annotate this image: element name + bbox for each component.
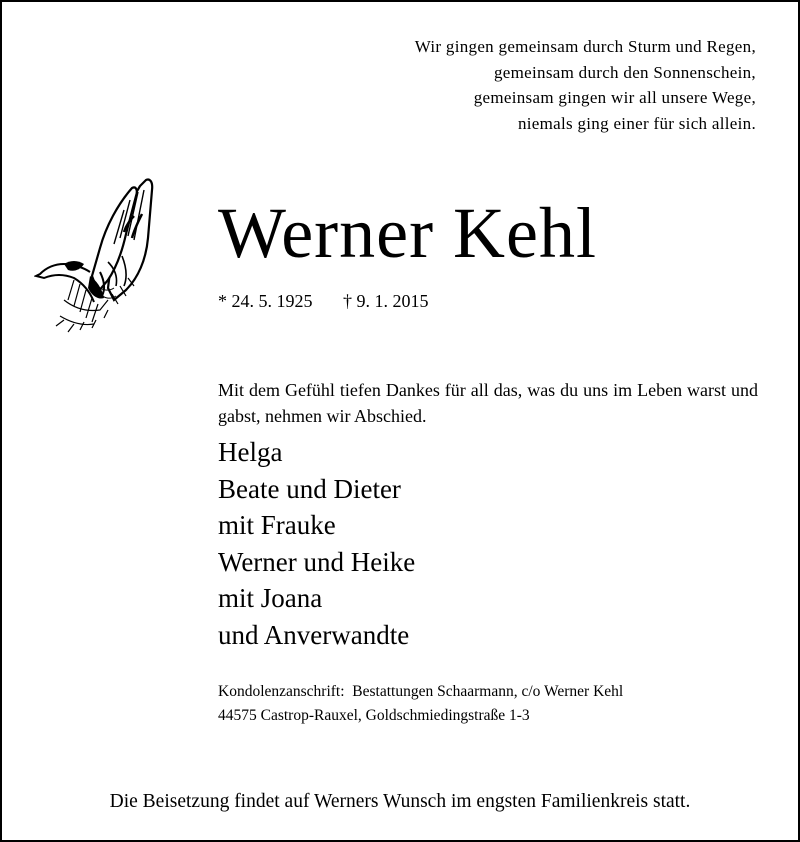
birth-date: * 24. 5. 1925	[218, 291, 313, 311]
family-member: Werner und Heike	[218, 546, 416, 577]
praying-hands-icon	[34, 176, 162, 336]
poem-line: gemeinsam gingen wir all unsere Wege,	[473, 88, 756, 107]
farewell-message: Mit dem Gefühl tiefen Dankes für all das, was du uns im Leben warst und gabst, nehmen wir Abschied.	[218, 380, 758, 426]
poem-line: gemeinsam durch den Sonnenschein,	[493, 62, 756, 82]
condolence-address	[218, 680, 623, 728]
poem	[415, 34, 756, 136]
poem-line: Wir gingen gemeinsam durch Sturm und Regen,	[414, 37, 756, 56]
family-member: mit Frauke	[218, 510, 336, 540]
deceased-name: Werner Kehl	[218, 193, 598, 273]
poem-line: niemals ging einer für sich allein.	[517, 113, 756, 133]
life-dates	[218, 288, 429, 314]
family-member: mit Joana	[218, 583, 323, 613]
address-line: Kondolenzanschrift: Bestattungen Schaarmann, c/o Werner Kehl	[218, 683, 624, 700]
family-member: Beate und Dieter	[218, 473, 401, 504]
family-list	[218, 434, 415, 653]
death-date: † 9. 1. 2015	[343, 291, 429, 311]
family-member: und Anverwandte	[218, 619, 410, 650]
family-member: Helga	[218, 437, 283, 467]
address-line: 44575 Castrop-Rauxel, Goldschmiedingstraße 1-3	[218, 707, 530, 724]
burial-note: Die Beisetzung findet auf Werners Wunsch im engsten Familienkreis statt.	[109, 791, 691, 812]
